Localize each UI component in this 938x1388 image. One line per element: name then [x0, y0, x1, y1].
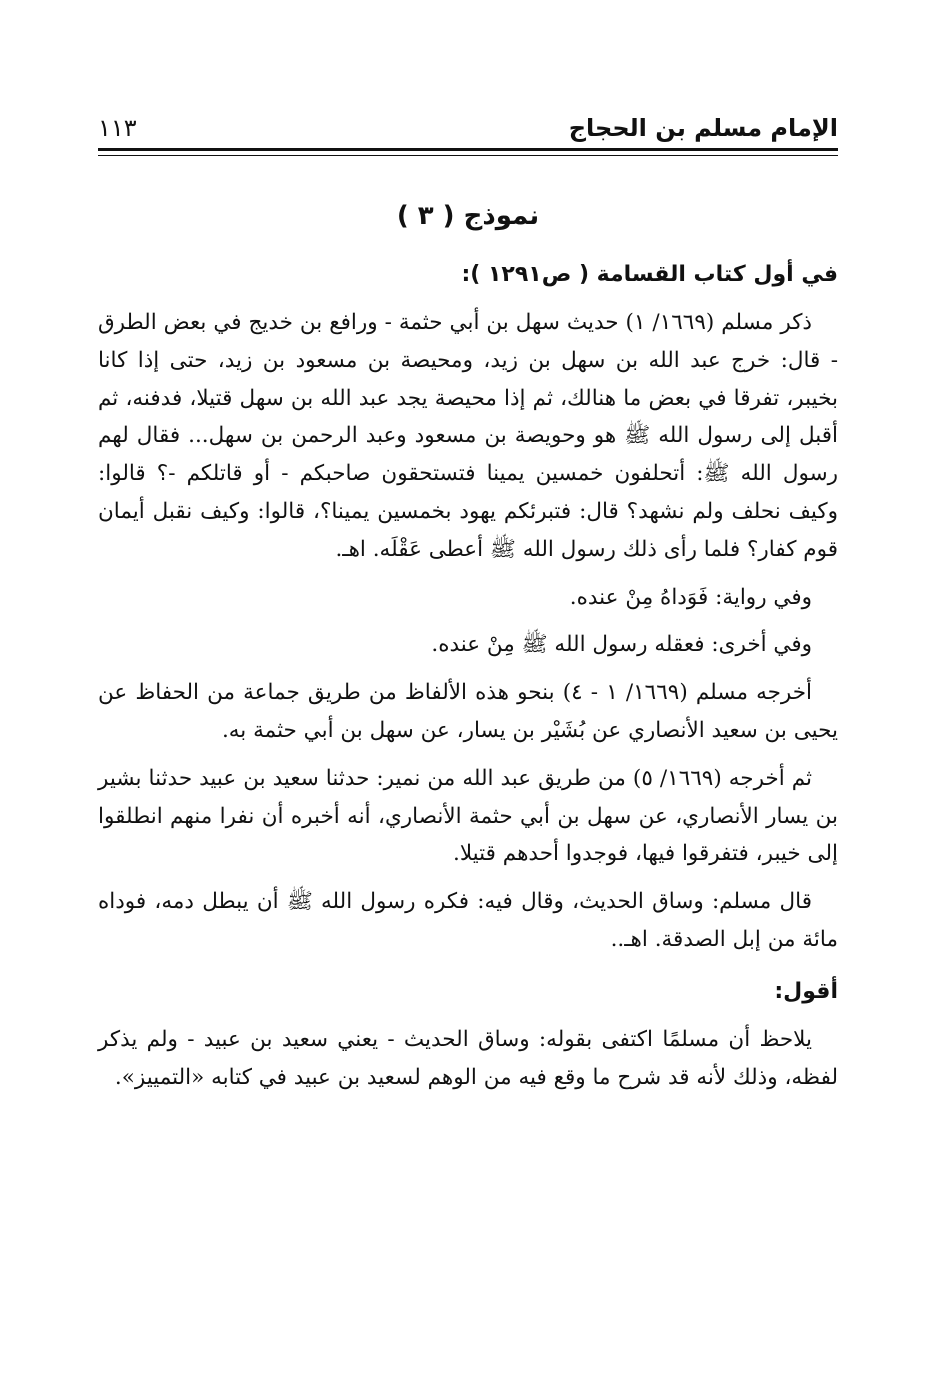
label-aqulu: أقول:	[774, 978, 838, 1004]
page-content	[98, 196, 838, 1106]
paragraph-thumma: ثم أخرجه (١٦٦٩/ ٥) من طريق عبد الله من نمير: حدثنا سعيد بن عبيد حدثنا بشير بن يسار الأنصاري، عن سهل بن أبي حثمة الأنصاري، أنه أخبره أن نفرا منهم انطلقوا إلى خيبر، فتفرقوا فيها، فوجدوا أحدهم قتيلا.	[98, 765, 838, 867]
paragraph-hadith: ذكر مسلم (١٦٦٩/ ١) حديث سهل بن أبي حثمة - ورافع بن خديج في بعض الطرق - قال: خرج عبد الله بن سهل بن زيد، ومحيصة بن مسعود بن زيد، حتى إذا كانا بخيبر، تفرقا في بعض ما هنالك، ثم إذا محيصة يجد عبد الله بن سهل قتيلا، فدفنه، ثم أقبل إلى رسول الله ﷺ هو وحويصة بن مسعود وعبد الرحمن بن سهل... فقال لهم رسول الله ﷺ: أتحلفون خمسين يمينا فتستحقون صاحبكم - أو قاتلكم -؟ قالوا: وكيف نحلف ولم نشهد؟ قال: فتبرئكم يهود بخمسين يمينا؟، قالوا: وكيف نقبل أيمان قوم كفار؟ فلما رأى ذلك رسول الله ﷺ أعطى عَقْلَه. اهـ.	[98, 310, 838, 562]
section-title: نموذج ( ٣ )	[396, 201, 540, 231]
header-title: الإمام مسلم بن الحجاج	[568, 114, 838, 142]
page-number: ١١٣	[98, 114, 137, 142]
header-rule-thick	[98, 148, 838, 151]
paragraph-akhrajahu: أخرجه مسلم (١٦٦٩/ ١ - ٤) بنحو هذه الألفاظ من طريق جماعة من الحفاظ عن يحيى بن سعيد الأنصاري عن بُشَيْر بن يسار، عن سهل بن أبي حثمة به.	[98, 680, 838, 743]
paragraph-yulahaz: يلاحظ أن مسلمًا اكتفى بقوله: وساق الحديث - يعني سعيد بن عبيد - ولم يذكر لفظه، وذلك لأنه قد شرح ما وقع فيه من الوهم لسعيد بن عبيد في كتابه «التمييز».	[98, 1026, 838, 1090]
header-rule-thin	[98, 155, 838, 156]
paragraph-ukhra: وفي أخرى: فعقله رسول الله ﷺ مِنْ عنده.	[431, 632, 812, 658]
running-header	[98, 96, 838, 140]
paragraph-qala-muslim: قال مسلم: وساق الحديث، وقال فيه: فكره رسول الله ﷺ أن يبطل دمه، فوداه مائة من إبل الصدقة. اهـ..	[98, 889, 838, 952]
section-subheading: في أول كتاب القسامة ( ص١٢٩١ ):	[461, 262, 838, 287]
paragraph-riwaya: وفي رواية: فَوَداهُ مِنْ عنده.	[569, 584, 812, 610]
